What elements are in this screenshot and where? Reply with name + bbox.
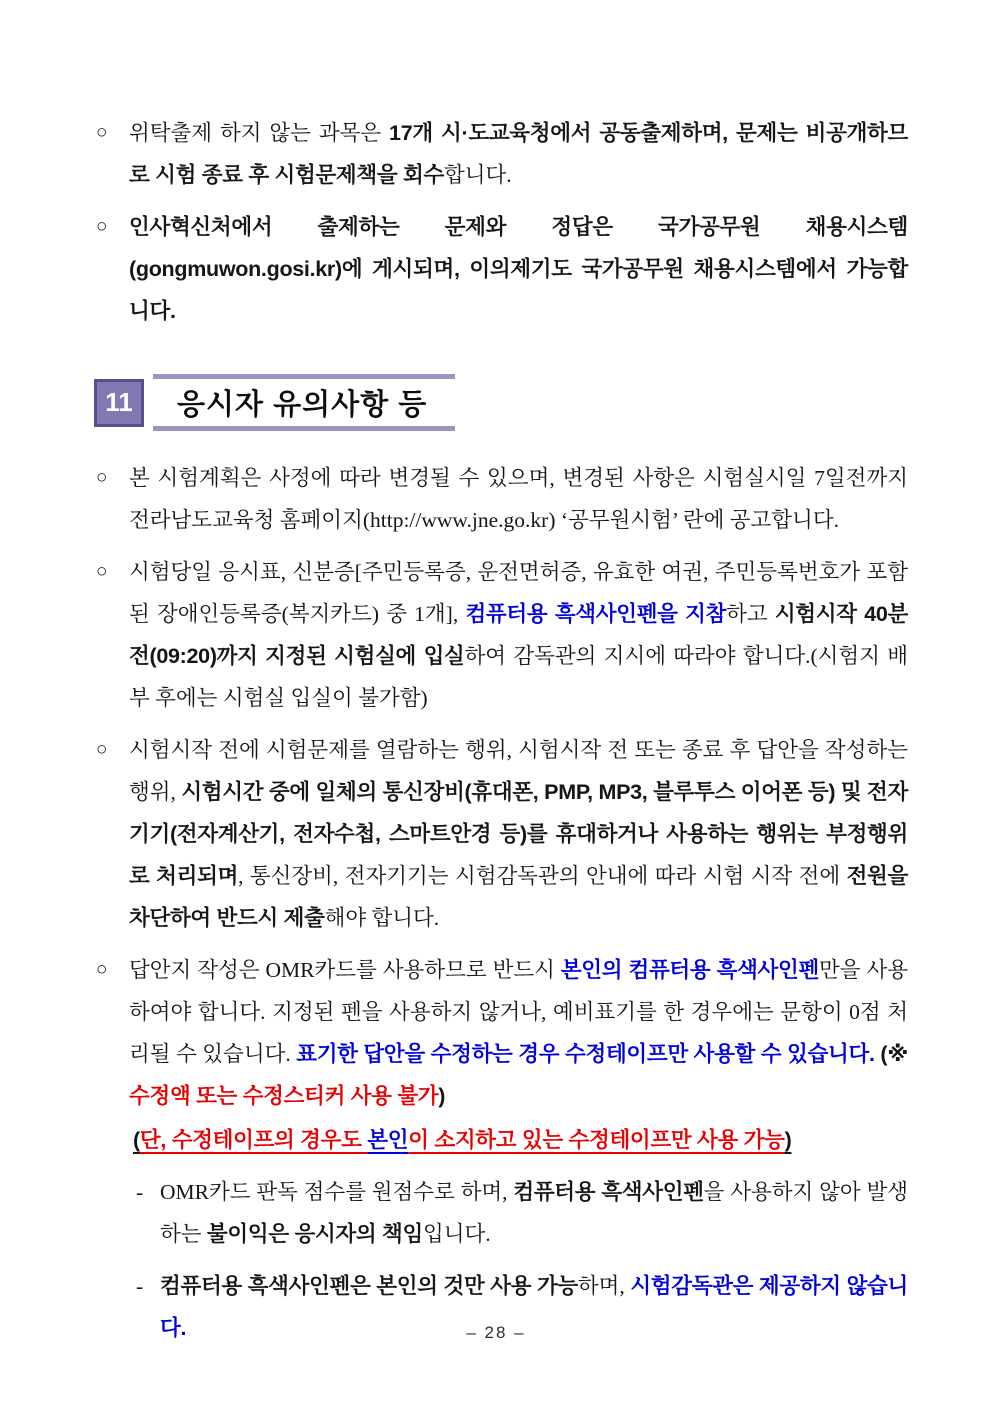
circle-bullet-marker: ○ bbox=[96, 959, 108, 980]
paragraph-text bbox=[160, 1171, 908, 1255]
text-run: 본 시험계획은 사정에 따라 변경될 수 있으며, 변경된 사항은 시험실시일 7일전까지 전라남도교육청 홈페이지(http://www.jne.go.kr) ‘공무원시험’ 란에 공고합니다. bbox=[129, 466, 908, 532]
paragraph-text bbox=[129, 112, 908, 196]
text-run: ( bbox=[133, 1128, 140, 1152]
text-run: 단, 수정테이프의 경우도 bbox=[139, 1128, 368, 1152]
text-run: 만을 사용하여야 합니다. 지정된 펜을 사용하지 않거나, 예비표기를 한 경우에는 문항이 0점 처리될 수 있습니다. bbox=[129, 958, 908, 1066]
dash-marker: - bbox=[136, 1274, 144, 1298]
circle-bullet-marker: ○ bbox=[96, 739, 108, 760]
text-run: 시험당일 응시표, 신분증[주민등록증, 운전면허증, 유효한 여권, 주민등록번호가 포함된 장애인등록증(복지카드) 중 1개], bbox=[129, 560, 908, 626]
paragraph-text bbox=[129, 457, 908, 541]
bullet-paragraph bbox=[96, 551, 908, 719]
text-run: 답안지 작성은 OMR카드를 사용하므로 반드시 bbox=[129, 958, 561, 982]
text-run: 인사혁신처에서 출제하는 문제와 정답은 국가공무원 채용시스템(gongmuwon.gosi.kr)에 게시되며, 이의제기도 국가공무원 채용시스템에서 가능합니다. bbox=[129, 215, 908, 323]
text-run: 본인의 컴퓨터용 흑색사인펜 bbox=[560, 958, 819, 982]
text-run: ) bbox=[784, 1128, 792, 1152]
text-run: 시험시작 전에 시험문제를 열람하는 행위, 시험시작 전 또는 종료 후 답안을 작성하는 행위, bbox=[129, 738, 908, 804]
section-number-box bbox=[94, 379, 144, 427]
paragraph-text bbox=[129, 551, 908, 719]
text-run: 전원을 차단하여 반드시 제출 bbox=[129, 864, 908, 930]
text-run: 표기한 답안을 수정하는 경우 수정테이프만 사용할 수 있습니다. bbox=[296, 1042, 875, 1066]
text-run: 시험감독관은 제공하지 않습니다. bbox=[160, 1274, 908, 1340]
text-run: 을 사용하지 않아 발생하는 bbox=[160, 1180, 908, 1246]
text-run: 하고 bbox=[726, 602, 775, 626]
bullet-paragraph bbox=[96, 112, 908, 196]
dash-marker: - bbox=[136, 1180, 144, 1204]
bullet-paragraph bbox=[96, 729, 908, 939]
page-number: – 28 – bbox=[466, 1323, 526, 1342]
circle-bullet-marker: ○ bbox=[96, 467, 108, 488]
text-run: 하며, bbox=[577, 1274, 631, 1298]
note-line bbox=[96, 1119, 908, 1161]
paragraph-text bbox=[129, 206, 908, 332]
section-header bbox=[94, 374, 908, 431]
text-run: 17개 시·도교육청에서 공동출제하며, 문제는 비공개하므로 시험 종료 후 시험문제책을 회수 bbox=[129, 121, 908, 187]
text-run: OMR카드 판독 점수를 원점수로 하며, bbox=[160, 1180, 514, 1204]
notice-section bbox=[96, 457, 908, 1349]
text-run: 시험시작 40분전(09:20)까지 지정된 시험실에 입실 bbox=[129, 602, 908, 668]
sub-bullet-paragraph bbox=[96, 1171, 908, 1255]
text-run: 하여 감독관의 지시에 따라야 합니다.(시험지 배부 후에는 시험실 입실이 불가함) bbox=[129, 644, 908, 710]
circle-bullet-marker: ○ bbox=[96, 216, 108, 237]
text-run: , 통신장비, 전자기기는 시험감독관의 안내에 따라 시험 시작 전에 bbox=[238, 864, 847, 888]
circle-bullet-marker: ○ bbox=[96, 122, 108, 143]
paragraph-text bbox=[129, 949, 908, 1117]
text-run: 합니다. bbox=[443, 163, 512, 187]
text-run: 컴퓨터용 흑색사인펜은 본인의 것만 사용 가능 bbox=[160, 1274, 578, 1298]
text-run: 이 소지하고 있는 수정테이프만 사용 가능 bbox=[408, 1128, 785, 1152]
text-run: 수정액 또는 수정스티커 사용 불가 bbox=[129, 1084, 439, 1108]
text-run: 해야 합니다. bbox=[324, 906, 440, 930]
section-title: 응시자 유의사항 등 bbox=[153, 374, 455, 431]
text-run: 본인 bbox=[367, 1128, 409, 1152]
text-run: 컴퓨터용 흑색사인펜 bbox=[513, 1180, 704, 1204]
page-content bbox=[96, 112, 908, 1359]
paragraph-text bbox=[133, 1119, 908, 1161]
text-run: (※ bbox=[874, 1042, 908, 1066]
text-run: 위탁출제 하지 않는 과목은 bbox=[129, 121, 390, 145]
intro-section bbox=[96, 112, 908, 332]
paragraph-text bbox=[129, 729, 908, 939]
text-run: 시험시간 중에 일체의 통신장비(휴대폰, PMP, MP3, 블루투스 이어폰 등) 및 전자기기(전자계산기, 전자수첩, 스마트안경 등)를 휴대하거나 사용하는 행위는 부정행위로 처리되며 bbox=[129, 780, 908, 888]
section-number: 11 bbox=[105, 387, 133, 417]
bullet-paragraph bbox=[96, 949, 908, 1117]
circle-bullet-marker: ○ bbox=[96, 561, 108, 582]
text-run: 불이익은 응시자의 책임 bbox=[206, 1222, 423, 1246]
text-run: 입니다. bbox=[422, 1222, 491, 1246]
text-run: 컴퓨터용 흑색사인펜을 지참 bbox=[465, 602, 727, 626]
bullet-paragraph bbox=[96, 457, 908, 541]
bullet-paragraph bbox=[96, 206, 908, 332]
text-run: ) bbox=[438, 1084, 446, 1108]
